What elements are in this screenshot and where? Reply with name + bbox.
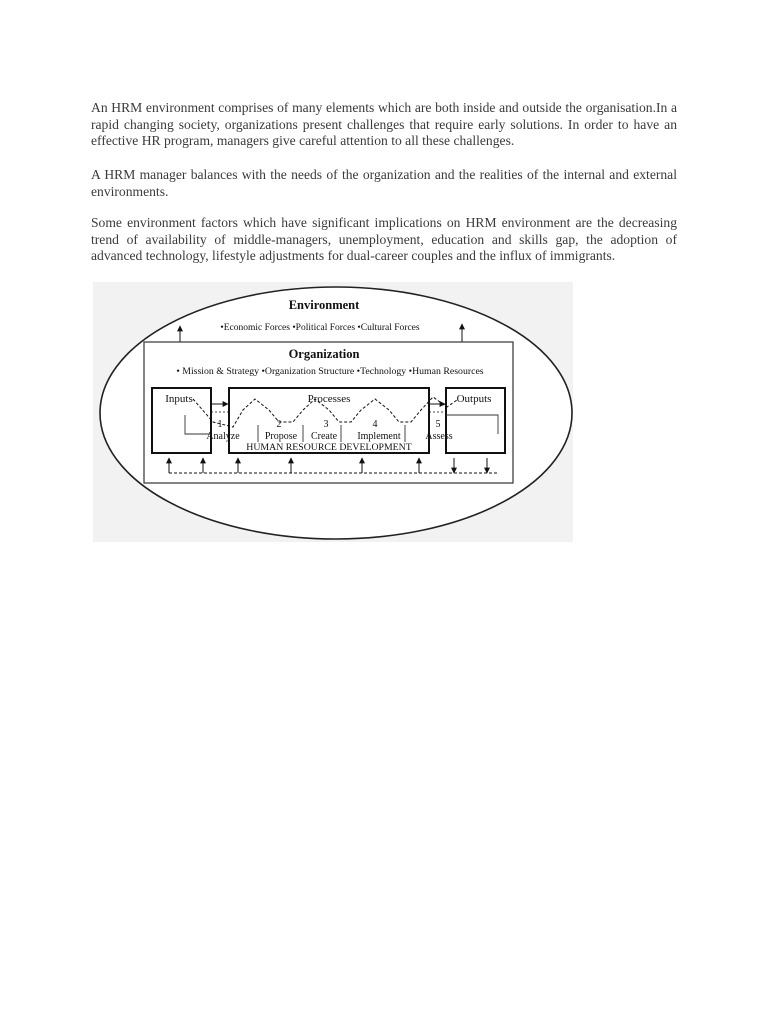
step-number-2: 2 bbox=[276, 419, 282, 430]
organization-title: Organization bbox=[288, 347, 360, 361]
paragraph-environment-factors: Some environment factors which have significant implications on HRM environment are the decreasing trend of availability of middle-managers, unemployment, education and skills gap, the adoption of advanced technology, lifestyle adjustments for dual-career couples and the influx of immigrants. bbox=[91, 215, 677, 264]
paragraph-intro: An HRM environment comprises of many elements which are both inside and outside the organisation.In a rapid changing society, organizations present challenges that require early solutions. In order to have an effective HR program, managers give careful attention to all these challenges. bbox=[91, 100, 677, 149]
diagram-canvas bbox=[93, 282, 573, 542]
step-label-implement: Implement bbox=[357, 431, 401, 442]
environment-title: Environment bbox=[288, 298, 360, 312]
step-label-propose: Propose bbox=[264, 431, 298, 442]
paragraph-manager-balance: A HRM manager balances with the needs of the organization and the realities of the internal and external environments. bbox=[91, 167, 677, 199]
step-number-1: 1 bbox=[217, 419, 223, 430]
step-number-3: 3 bbox=[323, 419, 329, 430]
hrm-environment-diagram bbox=[93, 282, 573, 542]
outputs-label: Outputs bbox=[456, 393, 492, 405]
step-label-analyze: Analyze bbox=[206, 431, 240, 442]
step-label-assess: Assess bbox=[425, 431, 453, 442]
step-number-4: 4 bbox=[372, 419, 378, 430]
step-label-create: Create bbox=[310, 431, 338, 442]
environment-forces: •Economic Forces •Political Forces •Cultural Forces bbox=[220, 323, 420, 333]
processes-label: Processes bbox=[307, 393, 351, 405]
hrd-label: HUMAN RESOURCE DEVELOPMENT bbox=[246, 442, 412, 453]
step-number-5: 5 bbox=[435, 419, 441, 430]
inputs-label: Inputs bbox=[165, 393, 193, 405]
organization-items: • Mission & Strategy •Organization Structure •Technology •Human Resources bbox=[176, 366, 484, 377]
